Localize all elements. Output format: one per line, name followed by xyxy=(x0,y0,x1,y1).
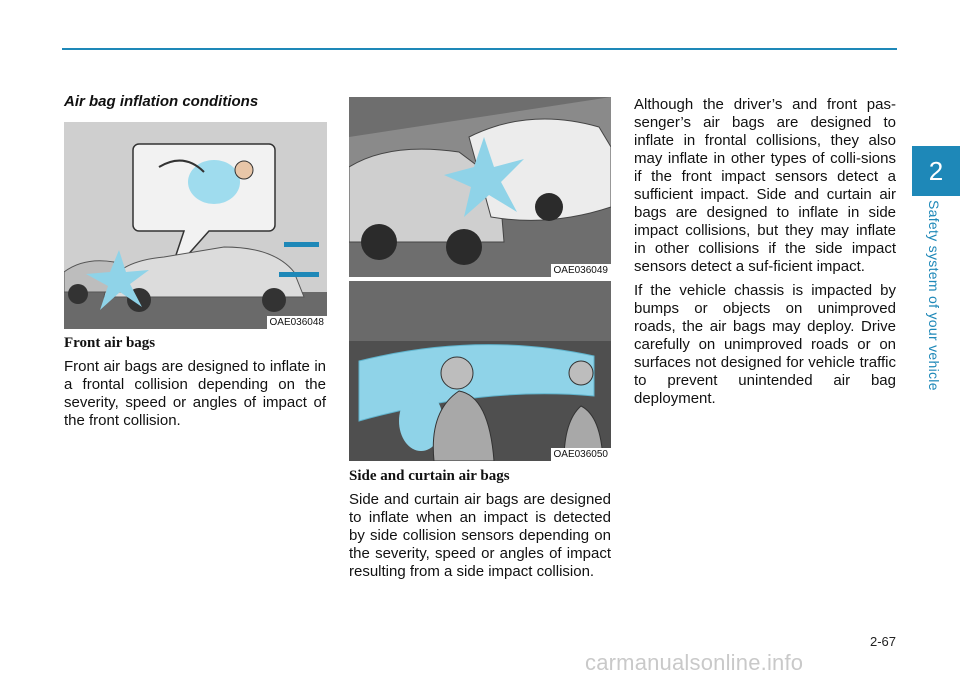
side-air-bags-heading: Side and curtain air bags xyxy=(349,468,510,484)
chapter-title: Safety system of your vehicle xyxy=(926,200,942,391)
footer-watermark: carmanualsonline.info xyxy=(585,650,804,675)
side-air-bags-text: Side and curtain air bags are designed to inflate when an impact is detected by side collision sensors depending on the severity, speed or angles of impact resulting from a side impact collision. xyxy=(349,491,611,580)
curtain-airbag-illustration xyxy=(349,281,611,461)
front-air-bags-heading: Front air bags xyxy=(64,335,156,351)
right-column-paragraph-2: If the vehicle chassis is impacted by bumps or objects on unimproved roads, the air bags may deploy. Drive carefully on unimproved roads or on surfaces not designed for vehicle traffic to prevent unintended air bag deployment. xyxy=(634,282,896,407)
figure-code: OAE036048 xyxy=(267,316,328,329)
page-number: 2-67 xyxy=(869,634,896,649)
header-rule xyxy=(62,48,897,50)
figure-front-collision xyxy=(64,122,327,329)
figure-code: OAE036049 xyxy=(551,264,612,277)
figure-side-collision xyxy=(349,97,611,277)
front-collision-illustration xyxy=(64,122,327,329)
chapter-number-tab: 2 xyxy=(912,146,960,196)
figure-code: OAE036050 xyxy=(551,448,612,461)
figure-curtain-airbags xyxy=(349,281,611,461)
section-title: Air bag inflation conditions xyxy=(64,93,259,110)
right-column-paragraph-1: Although the driver’s and front pas-senger’s air bags are designed to inflate in frontal collisions, they also may inflate in other types of colli-sions if the front impact sensors detect a sufficient impact. Side and curtain air bags are designed to inflate in side impact collisions, but they may inflate in other collisions if the side impact sensors detect a suf-ficient impact. xyxy=(634,96,896,275)
front-air-bags-text: Front air bags are designed to inflate in a frontal collision depending on the severity, speed or angles of impact of the front collision. xyxy=(64,358,326,429)
side-collision-illustration xyxy=(349,97,611,277)
right-column xyxy=(634,96,896,414)
